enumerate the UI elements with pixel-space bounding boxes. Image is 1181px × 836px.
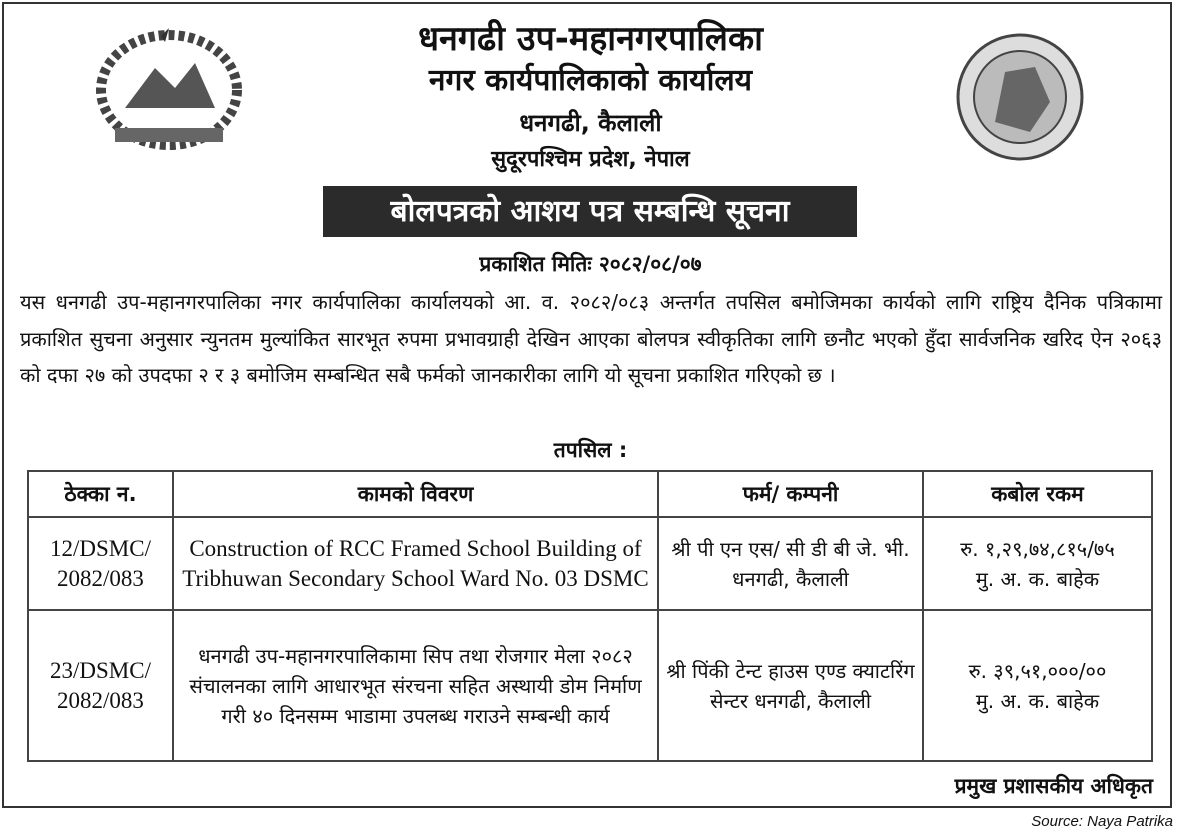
amount-cell [923, 610, 1152, 761]
col-amount: कबोल रकम [923, 471, 1152, 517]
description: Construction of RCC Framed School Building of Tribhuwan Secondary School Ward No. 03 DSMC [173, 517, 658, 610]
details-label: तपसिल : [553, 438, 628, 462]
published-date: प्रकाशित मितिः २०८२/०८/०७ [479, 252, 702, 276]
municipality-name: धनगढी उप-महानगरपालिका [418, 19, 763, 59]
source-credit: Source: Naya Patrika [1031, 813, 1173, 830]
firm: श्री पिंकी टेन्ट हाउस एण्ड क्याटरिंग सेन्टर धनगढी, कैलाली [658, 610, 923, 761]
location: धनगढी, कैलाली [519, 109, 662, 137]
table-row [28, 610, 1152, 761]
table-header-row [28, 471, 1152, 517]
amount-note: मु. अ. क. बाहेक [975, 566, 1100, 591]
col-firm: फर्म/ कम्पनी [658, 471, 923, 517]
amount: रु. ३९,५१,०००/०० [968, 658, 1107, 683]
contract-no: 23/DSMC/ 2082/083 [28, 610, 173, 761]
notice-title: बोलपत्रको आशय पत्र सम्बन्धि सूचना [323, 186, 857, 237]
amount-cell [923, 517, 1152, 610]
table-row [28, 517, 1152, 610]
contracts-table [27, 470, 1153, 762]
description: धनगढी उप-महानगरपालिकामा सिप तथा रोजगार मेला २०८२ संचालनका लागि आधारभूत संरचना सहित अस्थायी डोम निर्माण गरी ४० दिनसम्म भाडामा उपलब्ध गराउने सम्बन्धी कार्य [173, 610, 658, 761]
notice-body: यस धनगढी उप-महानगरपालिका नगर कार्यपालिका कार्यालयको आ. व. २०८२/०८३ अन्तर्गत तपसिल बमोजिमका कार्यको लागि राष्ट्रिय दैनिक पत्रिकामा प्रकाशित सुचना अनुसार न्युनतम मुल्यांकित सारभूत रुपमा प्रभावग्राही देखिन आएका बोलपत्र स्वीकृतिका लागि छनौट भएको हुँदा सार्वजनिक खरिद ऐन २०६३ को दफा २७ को उपदफा २ र ३ बमोजिम सम्बन्धित सबै फर्मको जानकारीका लागि यो सूचना प्रकाशित गरिएको छ । [20, 290, 1162, 387]
contract-no: 12/DSMC/ 2082/083 [28, 517, 173, 610]
amount-note: मु. अ. क. बाहेक [975, 688, 1100, 713]
office-name: नगर कार्यपालिकाको कार्यालय [428, 63, 753, 98]
province: सुदूरपश्चिम प्रदेश, नेपाल [491, 147, 690, 172]
col-contract-no: ठेक्का न. [28, 471, 173, 517]
firm: श्री पी एन एस/ सी डी बी जे. भी. धनगढी, कैलाली [658, 517, 923, 610]
col-description: कामको विवरण [173, 471, 658, 517]
signatory: प्रमुख प्रशासकीय अधिकृत [954, 774, 1153, 798]
amount: रु. १,२९,७४,८१५/७५ [960, 536, 1115, 561]
